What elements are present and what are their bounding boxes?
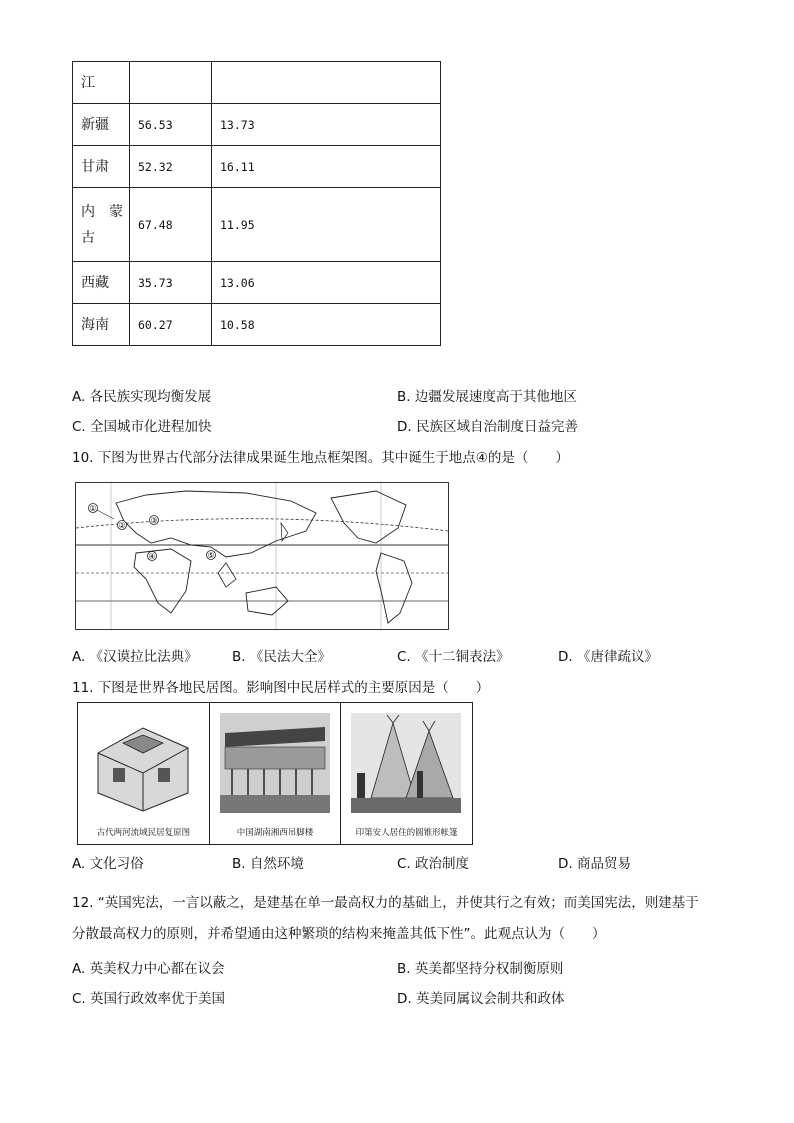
stilt-house-image <box>220 713 330 813</box>
q11-option-a[interactable]: A. 文化习俗 <box>72 856 144 872</box>
q10-option-a[interactable]: A. 《汉谟拉比法典》 <box>72 649 198 665</box>
value-cell: 10.58 <box>212 304 441 346</box>
region-line: 内 蒙 <box>81 203 123 220</box>
value-cell: 13.06 <box>212 262 441 304</box>
q12-option-b[interactable]: B. 英美都坚持分权制衡原则 <box>397 961 564 977</box>
map-label-5: ⑤ <box>207 551 215 560</box>
table-row <box>73 188 441 262</box>
q12-stem <box>72 888 732 950</box>
tipi-image <box>351 713 461 813</box>
table-row <box>73 62 441 104</box>
q10-option-b[interactable]: B. 《民法大全》 <box>232 649 331 665</box>
value-cell: 56.53 <box>130 104 212 146</box>
q12-option-a[interactable]: A. 英美权力中心都在议会 <box>72 961 225 977</box>
q9-option-c[interactable]: C. 全国城市化进程加快 <box>72 419 212 435</box>
value-cell <box>130 62 212 104</box>
region-cell: 新疆 <box>73 104 130 146</box>
q12-option-d[interactable]: D. 英美同属议会制共和政体 <box>397 991 565 1007</box>
value-cell: 35.73 <box>130 262 212 304</box>
region-cell: 海南 <box>73 304 130 346</box>
q10-option-c[interactable]: C. 《十二铜表法》 <box>397 649 510 665</box>
region-cell <box>73 188 130 262</box>
photo-panel-diaojiaolou <box>210 703 342 844</box>
value-cell: 13.73 <box>212 104 441 146</box>
table-row <box>73 262 441 304</box>
value-cell <box>212 62 441 104</box>
dwellings-figure <box>77 702 473 845</box>
value-cell: 67.48 <box>130 188 212 262</box>
world-map <box>75 482 449 630</box>
q11-option-d[interactable]: D. 商品贸易 <box>558 856 631 872</box>
q11-stem: 11. 下图是世界各地民居图。影响图中民居样式的主要原因是（ ） <box>72 680 490 696</box>
caption-diaojiaolou: 中国湖南湘西吊脚楼 <box>236 828 314 838</box>
q11-option-c[interactable]: C. 政治制度 <box>397 856 470 872</box>
q12-option-c[interactable]: C. 英国行政效率优于美国 <box>72 991 226 1007</box>
region-cell: 江 <box>73 62 130 104</box>
q10-stem: 10. 下图为世界古代部分法律成果诞生地点框架图。其中诞生于地点④的是（ ） <box>72 450 569 466</box>
q9-option-a[interactable]: A. 各民族实现均衡发展 <box>72 389 212 405</box>
map-label-4: ④ <box>148 552 156 561</box>
table-row <box>73 104 441 146</box>
world-map-figure <box>76 483 448 629</box>
caption-tipi: 印第安人居住的圆锥形帐篷 <box>355 828 458 838</box>
photo-panel-mesopotamia <box>78 703 210 844</box>
q12-stem-line: 12. “英国宪法，一言以蔽之，是建基在单一最高权力的基础上，并使其行之有效；而美国宪法，则建基于 <box>72 895 699 911</box>
mesopotamia-house-image <box>88 713 198 813</box>
map-label-1: ① <box>89 504 97 513</box>
table-row <box>73 304 441 346</box>
photo-panel-tipi <box>341 703 472 844</box>
statistics-table <box>72 61 441 346</box>
q9-option-d[interactable]: D. 民族区域自治制度日益完善 <box>397 419 578 435</box>
q9-option-b[interactable]: B. 边疆发展速度高于其他地区 <box>397 389 577 405</box>
q12-stem-line: 分散最高权力的原则，并希望通由这种繁琐的结构来掩盖其低下性”。此观点认为（ ） <box>72 926 606 942</box>
map-label-2: ② <box>118 521 126 530</box>
q10-option-d[interactable]: D. 《唐律疏议》 <box>558 649 658 665</box>
q11-option-b[interactable]: B. 自然环境 <box>232 856 304 872</box>
table-row <box>73 146 441 188</box>
value-cell: 52.32 <box>130 146 212 188</box>
caption-mesopotamia: 古代两河流域民居复原图 <box>96 828 191 838</box>
region-cell: 西藏 <box>73 262 130 304</box>
region-line: 古 <box>81 229 95 246</box>
map-label-3: ③ <box>150 516 158 525</box>
value-cell: 60.27 <box>130 304 212 346</box>
value-cell: 16.11 <box>212 146 441 188</box>
value-cell: 11.95 <box>212 188 441 262</box>
region-cell: 甘肃 <box>73 146 130 188</box>
